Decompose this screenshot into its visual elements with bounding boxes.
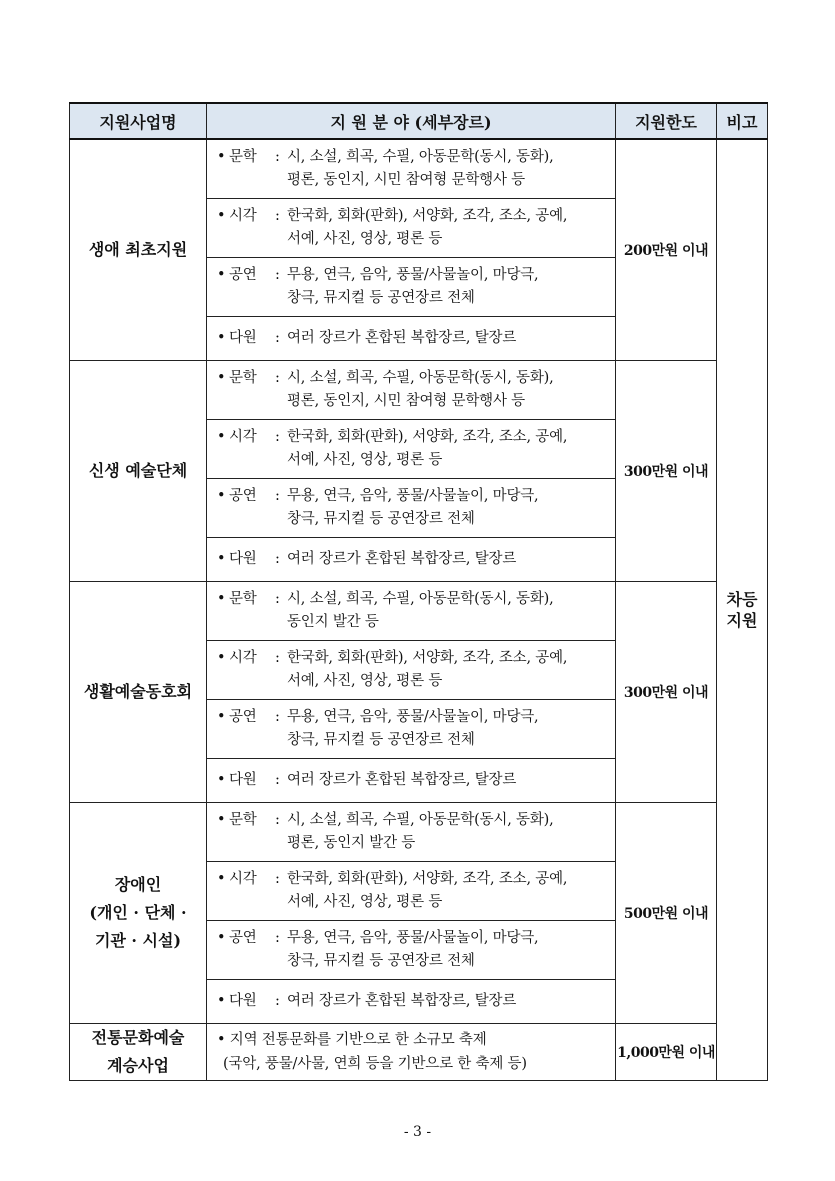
bullet-icon: • (217, 330, 226, 346)
support-field-cell (207, 759, 616, 803)
support-field-cell (207, 700, 616, 759)
separator: : (275, 993, 280, 1009)
genre-detail: 무용, 연극, 음악, 풍물/사물놀이, 마당극, (287, 930, 539, 946)
support-field-cell (207, 317, 616, 361)
genre-detail: 시, 소설, 희곡, 수필, 아동문학(동시, 동화), (287, 812, 554, 828)
field-first-line (217, 809, 609, 832)
genre-detail: 무용, 연극, 음악, 풍물/사물놀이, 마당극, (287, 488, 539, 504)
program-name-cell (70, 803, 207, 1024)
support-field-cell (207, 199, 616, 258)
support-program-table (69, 102, 768, 1081)
separator: : (275, 709, 280, 725)
support-field-cell (207, 538, 616, 582)
support-field-cell (207, 420, 616, 479)
separator: : (275, 429, 280, 445)
table-row (70, 361, 768, 420)
separator: : (275, 591, 280, 607)
table-body (70, 139, 768, 1081)
genre-detail-continued: 창극, 뮤지컬 등 공연장르 전체 (287, 953, 475, 969)
separator: : (275, 370, 280, 386)
field-first-line (217, 647, 609, 670)
program-name-line: 생활예술동호회 (83, 682, 193, 701)
program-name-cell (70, 361, 207, 582)
genre-detail: 한국화, 회화(판화), 서양화, 조각, 조소, 공예, (287, 208, 568, 224)
festival-examples: (국악, 풍물/사물, 연희 등을 기반으로 한 축제 등) (223, 1056, 527, 1072)
genre-detail: 시, 소설, 희곡, 수필, 아동문학(동시, 동화), (287, 149, 554, 165)
table-row (70, 139, 768, 199)
support-field-cell (207, 258, 616, 317)
support-field-cell (207, 980, 616, 1024)
genre-category: 공연 (229, 267, 257, 283)
genre-detail: 한국화, 회화(판화), 서양화, 조각, 조소, 공예, (287, 429, 568, 445)
genre-category: 문학 (229, 591, 257, 607)
support-limit-cell: 500만원 이내 (616, 803, 717, 1024)
genre-detail: 무용, 연극, 음악, 풍물/사물놀이, 마당극, (287, 709, 539, 725)
separator: : (275, 149, 280, 165)
bullet-icon: • (217, 267, 226, 283)
field-first-line (217, 927, 609, 950)
separator: : (275, 488, 280, 504)
genre-detail-continued: 서예, 사진, 영상, 평론 등 (287, 894, 443, 910)
genre-category: 시각 (229, 429, 257, 445)
support-limit-cell: 300만원 이내 (616, 361, 717, 582)
support-field-cell (207, 862, 616, 921)
program-name-line: (개인 · 단체 · (89, 903, 187, 922)
header-support-limit: 지원한도 (616, 103, 717, 139)
field-first-line (217, 868, 609, 891)
festival-description: • 지역 전통문화를 기반으로 한 소규모 축제 (217, 1032, 487, 1048)
genre-detail: 무용, 연극, 음악, 풍물/사물놀이, 마당극, (287, 267, 539, 283)
separator: : (275, 930, 280, 946)
genre-category: 다원 (229, 330, 257, 346)
program-name-line: 신생 예술단체 (88, 461, 188, 480)
support-field-cell (207, 582, 616, 641)
genre-category: 문학 (229, 812, 257, 828)
genre-category: 공연 (229, 709, 257, 725)
support-field-cell (207, 1024, 616, 1081)
bullet-icon: • (217, 930, 226, 946)
table-header-row (70, 103, 768, 139)
header-support-field: 지 원 분 야 (세부장르) (207, 103, 616, 139)
header-program-name: 지원사업명 (70, 103, 207, 139)
genre-detail: 여러 장르가 혼합된 복합장르, 탈장르 (287, 772, 517, 788)
program-name-cell (70, 582, 207, 803)
genre-detail-continued: 동인지 발간 등 (287, 614, 379, 630)
field-first-line (217, 706, 609, 729)
field-first-line (217, 426, 609, 449)
program-name-line: 전통문화예술 (91, 1028, 185, 1047)
support-field-cell (207, 361, 616, 420)
program-name-line: 계승사업 (107, 1056, 169, 1075)
field-first-line (217, 205, 609, 228)
genre-detail-continued: 평론, 동인지, 시민 참여형 문학행사 등 (287, 172, 525, 188)
genre-detail: 시, 소설, 희곡, 수필, 아동문학(동시, 동화), (287, 370, 554, 386)
support-limit-cell: 300만원 이내 (616, 582, 717, 803)
program-name-line: 생애 최초지원 (88, 240, 188, 259)
separator: : (275, 772, 280, 788)
bullet-icon: • (217, 591, 226, 607)
genre-category: 다원 (229, 772, 257, 788)
separator: : (275, 330, 280, 346)
program-name-line: 기관 · 시설) (94, 931, 182, 950)
field-first-line (217, 327, 609, 350)
genre-detail-continued: 서예, 사진, 영상, 평론 등 (287, 673, 443, 689)
support-field-cell (207, 139, 616, 199)
genre-detail: 여러 장르가 혼합된 복합장르, 탈장르 (287, 330, 517, 346)
genre-category: 다원 (229, 993, 257, 1009)
bullet-icon: • (217, 429, 226, 445)
genre-category: 시각 (229, 650, 257, 666)
support-field-cell (207, 641, 616, 700)
genre-detail: 여러 장르가 혼합된 복합장르, 탈장르 (287, 551, 517, 567)
bullet-icon: • (217, 551, 226, 567)
genre-detail-continued: 창극, 뮤지컬 등 공연장르 전체 (287, 511, 475, 527)
field-first-line (217, 367, 609, 390)
support-field-cell (207, 921, 616, 980)
genre-category: 시각 (229, 871, 257, 887)
genre-detail-continued: 창극, 뮤지컬 등 공연장르 전체 (287, 290, 475, 306)
note-line: 지원 (726, 611, 758, 630)
separator: : (275, 650, 280, 666)
program-name-line: 장애인 (114, 875, 162, 894)
genre-detail-continued: 서예, 사진, 영상, 평론 등 (287, 452, 443, 468)
program-name-cell (70, 139, 207, 361)
bullet-icon: • (217, 709, 226, 725)
field-first-line (217, 146, 609, 169)
bullet-icon: • (217, 488, 226, 504)
field-first-line (217, 548, 609, 571)
genre-detail: 여러 장르가 혼합된 복합장르, 탈장르 (287, 993, 517, 1009)
table-row (70, 803, 768, 862)
page-number: - 3 - (403, 1124, 432, 1140)
genre-category: 문학 (229, 370, 257, 386)
genre-detail-continued: 창극, 뮤지컬 등 공연장르 전체 (287, 732, 475, 748)
program-name-cell (70, 1024, 207, 1081)
bullet-icon: • (217, 650, 226, 666)
support-field-cell (207, 803, 616, 862)
header-note: 비고 (717, 103, 768, 139)
genre-detail-continued: 평론, 동인지, 시민 참여형 문학행사 등 (287, 393, 525, 409)
genre-category: 공연 (229, 930, 257, 946)
support-limit-cell: 200만원 이내 (616, 139, 717, 361)
note-line: 차등 (726, 590, 758, 609)
separator: : (275, 267, 280, 283)
genre-category: 다원 (229, 551, 257, 567)
separator: : (275, 812, 280, 828)
bullet-icon: • (217, 370, 226, 386)
separator: : (275, 871, 280, 887)
bullet-icon: • (217, 993, 226, 1009)
genre-detail: 한국화, 회화(판화), 서양화, 조각, 조소, 공예, (287, 650, 568, 666)
genre-detail-continued: 평론, 동인지 발간 등 (287, 835, 416, 851)
support-field-cell (207, 479, 616, 538)
bullet-icon: • (217, 208, 226, 224)
bullet-icon: • (217, 772, 226, 788)
separator: : (275, 551, 280, 567)
field-first-line (217, 990, 609, 1013)
field-first-line (217, 769, 609, 792)
genre-category: 문학 (229, 149, 257, 165)
genre-detail-continued: 서예, 사진, 영상, 평론 등 (287, 231, 443, 247)
note-cell (717, 139, 768, 1081)
bullet-icon: • (217, 812, 226, 828)
field-first-line (217, 485, 609, 508)
genre-category: 시각 (229, 208, 257, 224)
separator: : (275, 208, 280, 224)
bullet-icon: • (217, 871, 226, 887)
field-first-line (217, 264, 609, 287)
genre-detail: 한국화, 회화(판화), 서양화, 조각, 조소, 공예, (287, 871, 568, 887)
genre-detail: 시, 소설, 희곡, 수필, 아동문학(동시, 동화), (287, 591, 554, 607)
table-row (70, 1024, 768, 1081)
genre-category: 공연 (229, 488, 257, 504)
bullet-icon: • (217, 149, 226, 165)
table-row (70, 582, 768, 641)
field-first-line (217, 588, 609, 611)
support-limit-cell: 1,000만원 이내 (616, 1024, 717, 1081)
